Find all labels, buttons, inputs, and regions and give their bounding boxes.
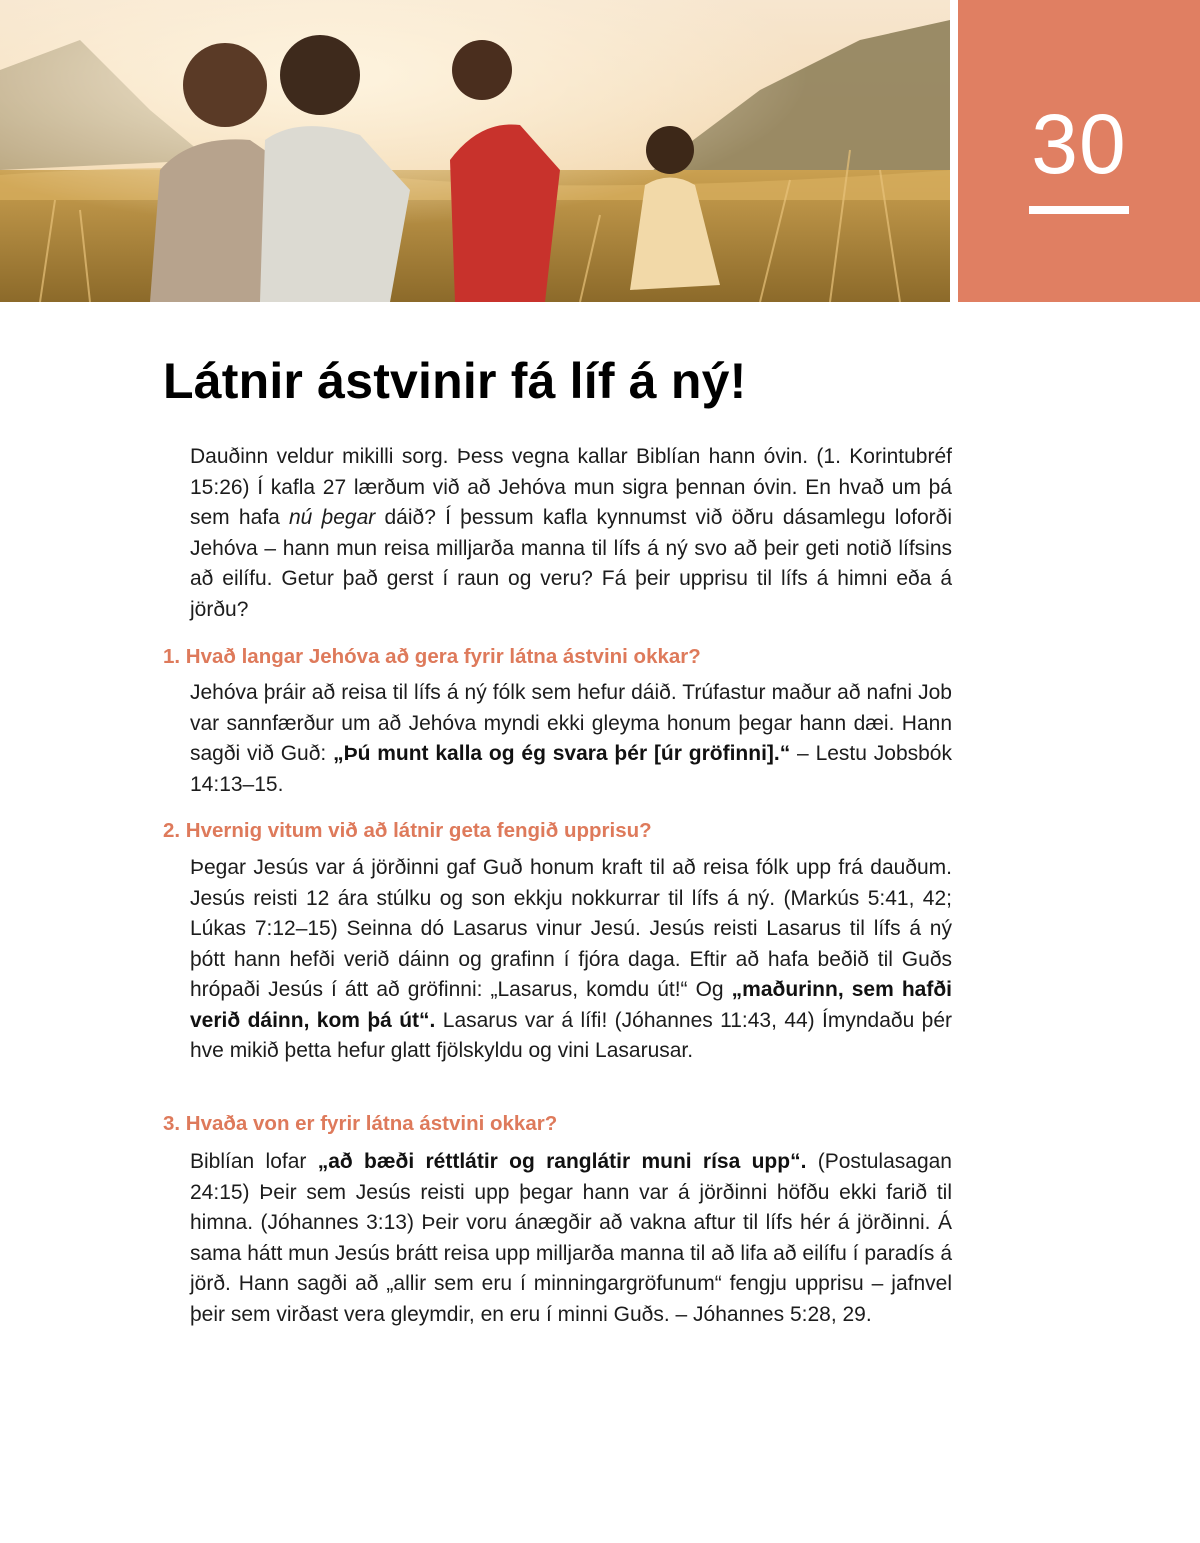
hero-photo: [0, 0, 950, 302]
answer-paragraph-3: [190, 1147, 952, 1330]
answer-1-reference: – Lestu Jobsbók 14:13–15.: [190, 742, 952, 796]
chapter-number: 30: [1031, 97, 1127, 191]
intro-text-part1: Dauðinn veldur mikilli sorg. Þess vegna kallar Biblían hann óvin. (1. Korintubréf 15:26) Í kafla 27 lærðum við að Jehóva mun sigra þennan óvin. En hvað um þá sem hafa: [190, 445, 952, 529]
answer-paragraph-2: [190, 853, 952, 1067]
answer-2-text: Þegar Jesús var á jörðinni gaf Guð honum kraft til að reisa fólk upp frá dauðum. Jesús reisti 12 ára stúlku og son ekkju nokkurrar til lífs á ný. (Markús 5:41, 42; Lúkas 7:12–15) Seinna dó Lasarus vinur Jesú. Jesús reisti Lasarus til lífs á ný þótt hann hefði verið dáinn og grafinn í fjóra daga. Eftir að hafa beðið til Guðs hrópaði Jesús í átt að gröfinni: „Lasarus, komdu út!“ Og: [190, 856, 952, 1001]
answer-3-reference: (Postulasagan 24:15) Þeir sem Jesús reisti upp þegar hann var á jörðinni höfðu ekki farið til himna. (Jóhannes 3:13) Þeir voru ánægðir að vakna aftur til lífs hér á jörðinni. Á sama hátt mun Jesús brátt reisa upp milljarða manna til að lifa að eilífu í paradís á jörð. Hann sagði að „allir sem eru í minningargröfunum“ fengju upprisu – jafnvel þeir sem virðast vera gleymdir, en eru í minni Guðs. – Jóhannes 5:28, 29.: [190, 1150, 952, 1326]
intro-paragraph: [190, 420, 952, 625]
question-heading-1: 1. Hvað langar Jehóva að gera fyrir látna ástvini okkar?: [163, 645, 701, 668]
page-title: Látnir ástvinir fá líf á ný!: [163, 353, 747, 409]
answer-1-text: Jehóva þráir að reisa til lífs á ný fólk sem hefur dáið. Trúfastur maður að nafni Job var sannfærður um að Jehóva myndi ekki gleyma honum þegar hann dæi. Hann sagði við Guð:: [190, 681, 952, 765]
question-heading-2: 2. Hvernig vitum við að látnir geta fengið upprisu?: [163, 819, 652, 842]
question-heading-3: 3. Hvaða von er fyrir látna ástvini okkar?: [163, 1112, 558, 1135]
answer-1-quote: „Þú munt kalla og ég svara þér [úr gröfinni].“: [333, 742, 791, 765]
answer-3-text: Biblían lofar: [190, 1150, 318, 1173]
answer-2-reference: Lasarus var á lífi! (Jóhannes 11:43, 44) Ímyndaðu þér hve mikið þetta hefur glatt fjölskyldu og vini Lasarusar.: [190, 1008, 953, 1062]
chapter-underline: [1029, 206, 1129, 214]
answer-3-quote: „að bæði réttlátir og ranglátir muni rísa upp“.: [317, 1150, 807, 1173]
chapter-number-box: [958, 0, 1200, 302]
answer-paragraph-1: [190, 678, 952, 800]
answer-2-quote: „maðurinn, sem hafði verið dáinn, kom þá út“.: [190, 978, 952, 1032]
intro-emphasis: nú þegar: [288, 506, 376, 529]
intro-text-part2: dáið? Í þessum kafla kynnumst við öðru dásamlegu loforði Jehóva – hann mun reisa milljarða manna til lífs á ný svo að þeir geti notið lífsins að eilífu. Getur það gerst í raun og veru? Fá þeir upprisu til lífs á himni eða á jörðu?: [190, 506, 953, 621]
meadow-family-illustration: [0, 0, 950, 302]
